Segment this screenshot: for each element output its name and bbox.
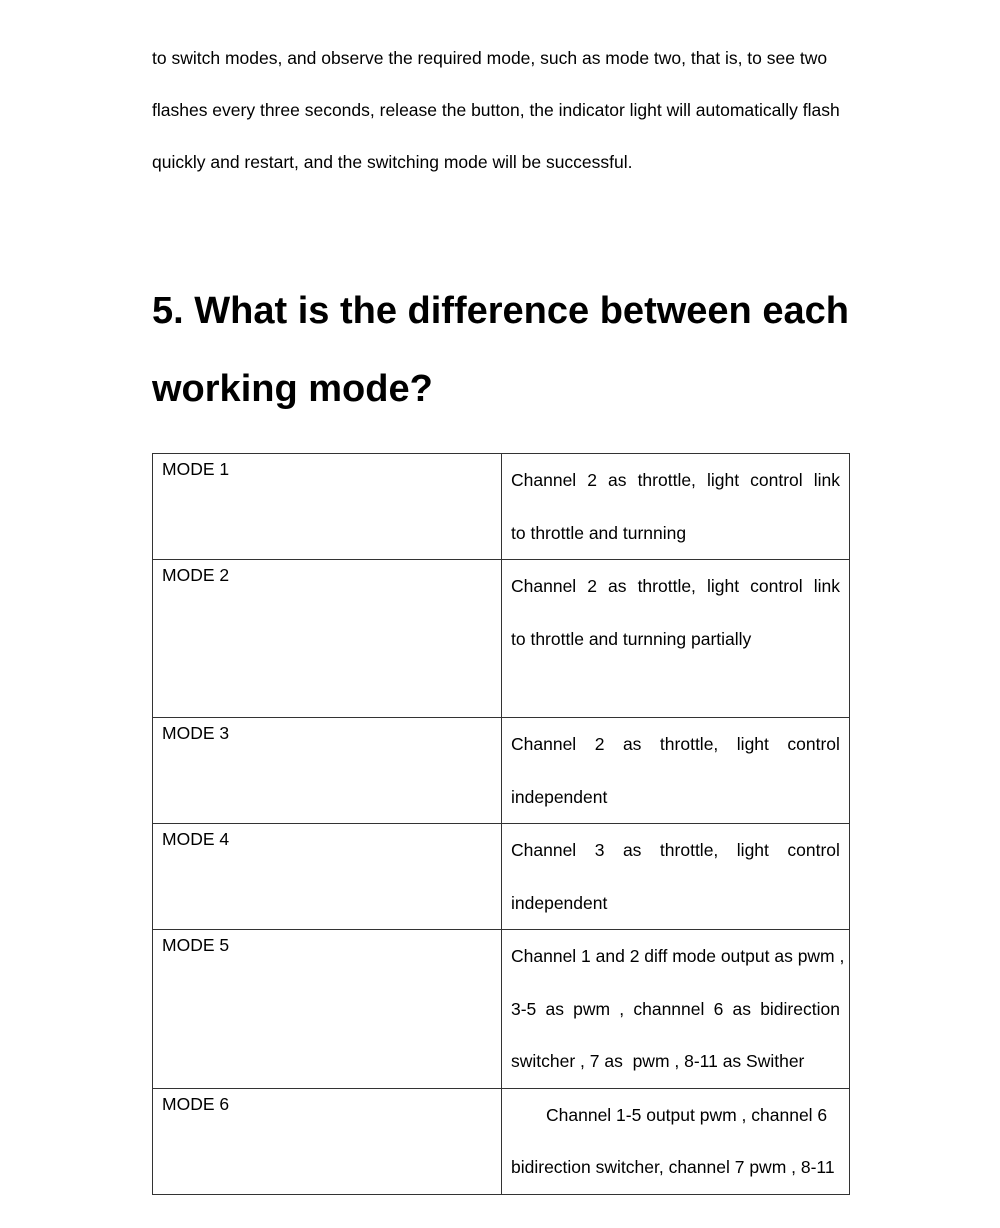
description-cell — [502, 1088, 850, 1194]
mode-label: MODE 3 — [162, 723, 230, 743]
mode-cell — [153, 718, 502, 824]
word: as — [608, 470, 627, 490]
mode-label: MODE 5 — [162, 935, 230, 955]
table-row — [153, 454, 850, 560]
word: Channel — [511, 734, 577, 754]
section-heading-line-2: working mode? — [152, 368, 433, 410]
description-line — [502, 824, 849, 877]
word: light — [706, 470, 740, 490]
word: throttle, — [659, 840, 719, 860]
description-line — [502, 983, 849, 1036]
word: 2 — [587, 576, 597, 596]
description-line — [502, 454, 849, 507]
mode-cell — [153, 930, 502, 1089]
table-row — [153, 930, 850, 1089]
word: control — [750, 470, 803, 490]
mode-label: MODE 4 — [162, 829, 230, 849]
word: Channel — [511, 470, 577, 490]
word: as — [608, 576, 627, 596]
word: throttle, — [659, 734, 719, 754]
description-cell — [502, 454, 850, 560]
word: , — [619, 998, 625, 1019]
word: 3-5 — [511, 998, 537, 1019]
heading-word: What — [194, 290, 288, 332]
section-heading-line-1 — [152, 289, 849, 333]
word: control — [787, 840, 840, 860]
description-line: to throttle and turnning — [511, 522, 687, 543]
word: 2 — [594, 734, 605, 754]
mode-cell — [153, 824, 502, 930]
word: as — [622, 734, 642, 754]
word: light — [736, 840, 769, 860]
modes-table — [152, 453, 850, 1195]
description-cell — [502, 930, 850, 1089]
intro-line-2: flashes every three seconds, release the button, the indicator light will automatically flash — [152, 100, 840, 120]
description-cell — [502, 718, 850, 824]
table-row — [153, 718, 850, 824]
table-row — [153, 1088, 850, 1194]
word: channnel — [633, 998, 705, 1019]
word: throttle, — [637, 576, 696, 596]
word: as — [732, 998, 751, 1019]
word: Channel — [511, 840, 577, 860]
word: pwm — [573, 998, 611, 1019]
mode-cell — [153, 454, 502, 560]
description-line: Channel 1 and 2 diff mode output as pwm , — [511, 946, 845, 966]
word: light — [736, 734, 769, 754]
description-line: independent — [511, 786, 608, 807]
word: Channel — [511, 576, 577, 596]
description-line: to throttle and turnning partially — [511, 628, 752, 649]
word: control — [787, 734, 840, 754]
mode-label: MODE 2 — [162, 565, 230, 585]
word: 6 — [713, 998, 724, 1019]
mode-label: MODE 1 — [162, 459, 230, 479]
description-line: independent — [511, 892, 608, 913]
heading-word: is — [297, 290, 330, 332]
description-cell — [502, 560, 850, 718]
word: as — [622, 840, 642, 860]
description-cell — [502, 824, 850, 930]
word: as — [545, 998, 564, 1019]
description-line — [502, 718, 849, 771]
word: throttle, — [637, 470, 696, 490]
description-line: switcher , 7 as pwm , 8-11 as Swither — [511, 1051, 805, 1071]
description-line — [502, 560, 849, 613]
heading-word: between — [599, 290, 752, 332]
word: light — [706, 576, 740, 596]
intro-line-3: quickly and restart, and the switching mode will be successful. — [152, 152, 633, 172]
description-line: bidirection switcher, channel 7 pwm , 8-11 — [511, 1157, 835, 1177]
heading-word: each — [762, 290, 849, 332]
heading-word: difference — [407, 290, 590, 332]
heading-word: the — [339, 290, 397, 332]
word: link — [813, 470, 840, 490]
intro-line-1: to switch modes, and observe the required mode, such as mode two, that is, to see two — [152, 48, 828, 68]
description-line: Channel 1-5 output pwm , channel 6 — [546, 1104, 828, 1125]
word: link — [813, 576, 840, 596]
table-row — [153, 560, 850, 718]
word: bidirection — [760, 998, 840, 1019]
table-row — [153, 824, 850, 930]
word: 3 — [594, 840, 605, 860]
mode-cell — [153, 560, 502, 718]
word: 2 — [587, 470, 597, 490]
mode-cell — [153, 1088, 502, 1194]
word: control — [750, 576, 803, 596]
mode-label: MODE 6 — [162, 1093, 230, 1114]
heading-word: 5. — [152, 290, 184, 332]
